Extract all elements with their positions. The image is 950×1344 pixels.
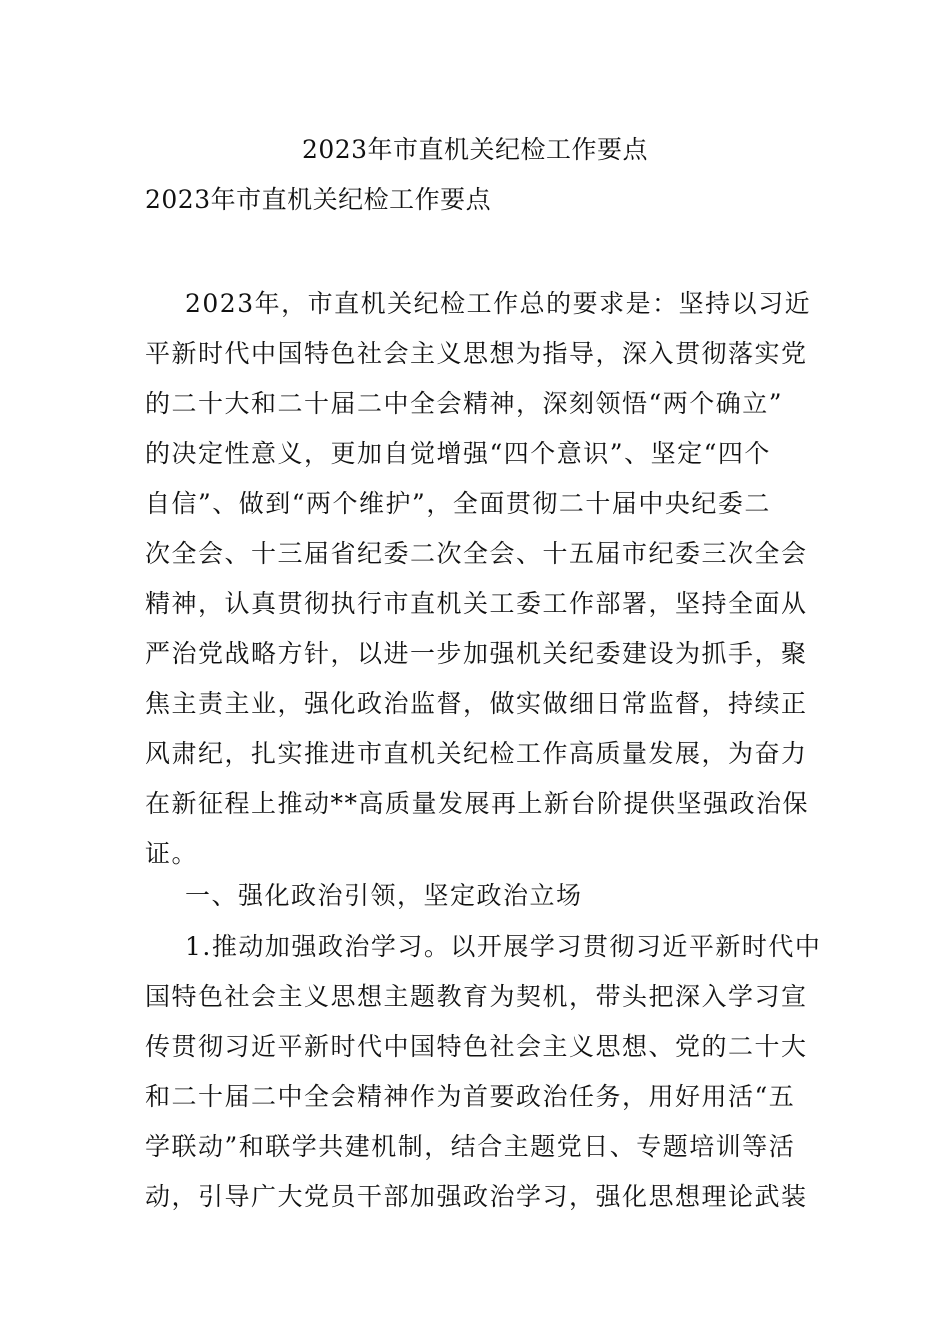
body-line-8: 严治党战略方针，以进一步加强机关纪委建设为抓手，聚	[145, 639, 808, 668]
body-line-10: 风肃纪，扎实推进市直机关纪检工作高质量发展，为奋力	[145, 739, 808, 768]
document-title-centered: 2023年市直机关纪检工作要点	[301, 135, 649, 164]
body-line-16: 传贯彻习近平新时代中国特色社会主义思想、党的二十大	[145, 1032, 808, 1061]
body-line-19: 动，引导广大党员干部加强政治学习，强化思想理论武装	[145, 1182, 808, 1211]
body-line-2: 平新时代中国特色社会主义思想为指导，深入贯彻落实党	[145, 339, 808, 368]
body-line-5: 自信”、做到“两个维护”，全面贯彻二十届中央纪委二	[145, 489, 771, 518]
body-line-9: 焦主责主业，强化政治监督，做实做细日常监督，持续正	[145, 689, 808, 718]
body-line-18: 学联动”和联学共建机制，结合主题党日、专题培训等活	[145, 1132, 796, 1161]
body-line-12: 证。	[145, 839, 199, 868]
body-line-7: 精神，认真贯彻执行市直机关工委工作部署，坚持全面从	[145, 589, 808, 618]
body-line-17: 和二十届二中全会精神作为首要政治任务，用好用活“五	[145, 1082, 796, 1111]
body-line-11: 在新征程上推动**高质量发展再上新台阶提供坚强政治保	[145, 789, 810, 818]
document-title-left: 2023年市直机关纪检工作要点	[145, 185, 492, 214]
body-line-4: 的决定性意义，更加自觉增强“四个意识”、坚定“四个	[145, 439, 771, 468]
body-line-14: 1.推动加强政治学习。以开展学习贯彻习近平新时代中	[185, 932, 822, 961]
body-line-15: 国特色社会主义思想主题教育为契机，带头把深入学习宣	[145, 982, 808, 1011]
body-line-6: 次全会、十三届省纪委二次全会、十五届市纪委三次全会	[145, 539, 808, 568]
body-line-1: 2023年，市直机关纪检工作总的要求是：坚持以习近	[185, 289, 812, 318]
body-line-3: 的二十大和二十届二中全会精神，深刻领悟“两个确立”	[145, 389, 784, 418]
section-heading-1: 一、强化政治引领，坚定政治立场	[185, 881, 583, 910]
